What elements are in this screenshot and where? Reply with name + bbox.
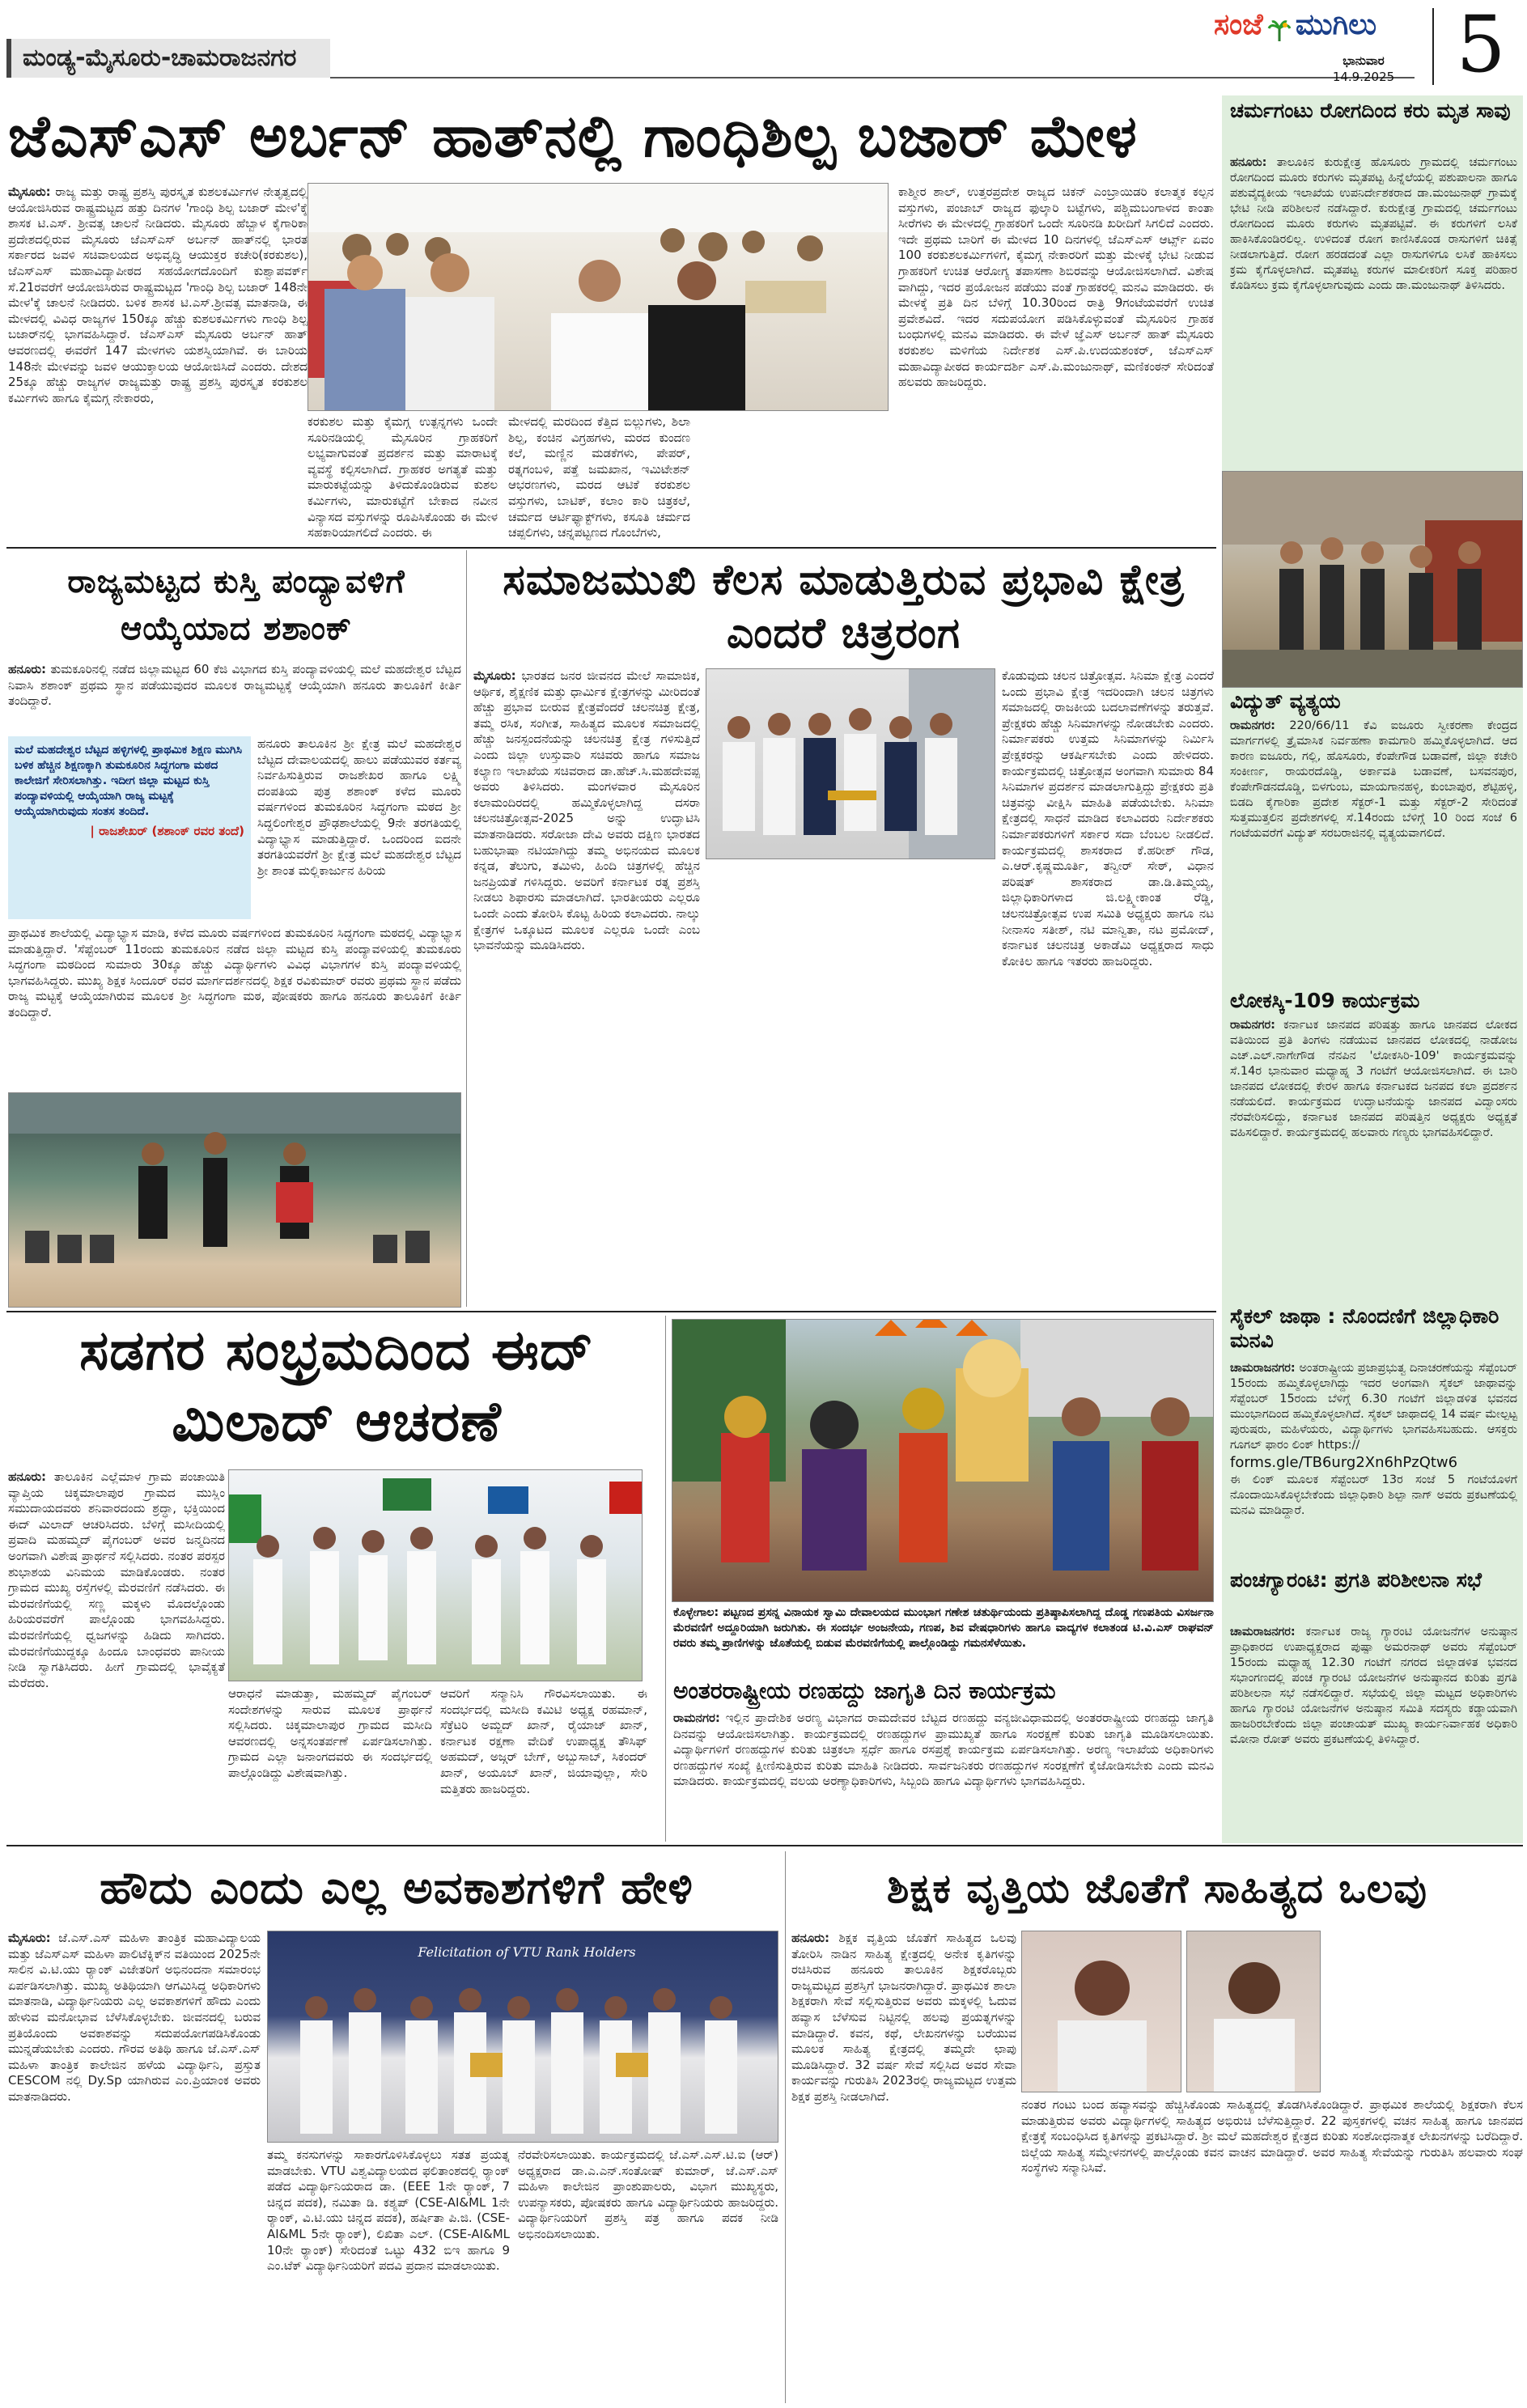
story4-col1: ಹನೂರು: ತಾಲೂಕಿನ ಎಲ್ಲೆಮಾಳ ಗ್ರಾಮ ಪಂಚಾಯಿತಿ ವ್ಯಾಪ್ತಿಯ ಚಿಕ್ಕಮಾಲಾಪುರ ಗ್ರಾಮದ ಮುಸ್ಲಿಂ ಸಮುದಾಯದವರು ಶನಿವಾರದಂದು ಶ್ರದ್ಧಾ, ಭಕ್ತಿಯಿಂದ ಈದ್ ಮಿಲಾದ್ ಆಚರಿಸಿದರು. ಬೆಳಿಗ್ಗೆ ಮಸೀದಿಯಲ್ಲಿ ಪ್ರವಾದಿ ಮಹಮ್ಮದ್ ಪೈಗಂಬರ್ ಅವರ ಜನ್ಮದಿನದ ಅಂಗವಾಗಿ ವಿಶೇಷ ಪ್ರಾರ್ಥನೆ ಸಲ್ಲಿಸಿದರು. ನಂತರ ಪರಸ್ಪರ ಶುಭಾಶಯ ವಿನಿಮಯ ಮಾಡಿಕೊಂಡರು. ನಂತರ ಗ್ರಾಮದ ಮುಖ್ಯ ರಸ್ತೆಗಳಲ್ಲಿ ಮೆರವಣಿಗೆ ನಡೆಸಿದರು. ಈ ಮೆರವಣಿಗೆಯಲ್ಲಿ ಸಣ್ಣ ಮಕ್ಕಳು ಮೊದಲ್ಗೊಂಡು ಹಿರಿಯರವರೆಗೆ ಪಾಲ್ಗೊಂಡು ಭಾಗವಹಿಸಿದ್ದರು. ಮೆರವಣಿಗೆಯಲ್ಲಿ ಧ್ವಜಗಳನ್ನು ಹಿಡಿದು ಸಾಗಿದರು. ಮೆರವಣಿಗೆಯುದ್ದಕ್ಕೂ ಹಿಂದೂ ಬಾಂಧವರು ಪಾನೀಯ ನೀಡಿ ಸ್ವಾಗತಿಸಿದರು. ಹೀಗೆ ಗ್ರಾಮದಲ್ಲಿ ಭಾವೈಕ್ಯತೆ ಮೆರೆದರು. — [8, 1469, 225, 1690]
story2-intro: ಹನೂರು: ತುಮಕೂರಿನಲ್ಲಿ ನಡೆದ ಜಿಲ್ಲಾಮಟ್ಟದ 60 ಕೆಜಿ ವಿಭಾಗದ ಕುಸ್ತಿ ಪಂದ್ಯಾವಳಿಯಲ್ಲಿ ಮಲೆ ಮಹದೇಶ್ವರ ಬೆಟ್ಟದ ನಿವಾಸಿ ಶಶಾಂಕ್ ಪ್ರಥಮ ಸ್ಥಾನ ಪಡೆಯುವುದರ ಮೂಲಕ ರಾಜ್ಯಮಟ್ಟಕ್ಕೆ ಆಯ್ಕೆಯಾಗಿ ಹನೂರು ತಾಲೂಕಿಗೆ ಕೀರ್ತಿ ತಂದಿದ್ದಾರೆ. — [8, 662, 461, 709]
story2-headline: ರಾಜ್ಯಮಟ್ಟದ ಕುಸ್ತಿ ಪಂದ್ಯಾವಳಿಗೆ ಆಯ್ಕೆಯಾದ ಶಶಾಂಕ್ — [67, 563, 405, 647]
story4-col2: ಆರಾಧನೆ ಮಾಡುತ್ತಾ, ಮಹಮ್ಮದ್ ಪೈಗಂಬರ್ ಸಂದೇಶಗಳನ್ನು ಸಾರುವ ಮೂಲಕ ಪ್ರಾರ್ಥನೆ ಸಲ್ಲಿಸಿದರು. ಚಿಕ್ಕಮಾಲಾಪುರ ಗ್ರಾಮದ ಮಸೀದಿ ಆವರಣದಲ್ಲಿ ಅನ್ನಸಂತರ್ಪಣೆ ಏರ್ಪಡಿಸಲಾಗಿತ್ತು. ಗ್ರಾಮದ ಎಲ್ಲಾ ಜನಾಂಗದವರು ಈ ಸಂದರ್ಭದಲ್ಲಿ ಪಾಲ್ಗೊಂಡಿದ್ದು ವಿಶೇಷವಾಗಿತ್ತು. — [228, 1686, 432, 1780]
page-number: 5 — [1456, 0, 1506, 89]
story6-text: ರಾಮನಗರ: ಇಲ್ಲಿನ ಪ್ರಾದೇಶಿಕ ಅರಣ್ಯ ವಿಭಾಗದ ರಾಮದೇವರ ಬೆಟ್ಟದ ರಣಹದ್ದು ವನ್ಯಜೀವಿಧಾಮದಲ್ಲಿ ಅಂತರರಾಷ್ಟ್ರೀಯ ರಣಹದ್ದು ಜಾಗೃತಿ ದಿನವನ್ನು ಆಯೋಜಿಸಲಾಗಿತ್ತು. ಕಾರ್ಯಕ್ರಮದಲ್ಲಿ ರಣಹದ್ದುಗಳ ಪ್ರಾಮುಖ್ಯತೆ ಹಾಗೂ ಸಂರಕ್ಷಣೆ ಕುರಿತು ಜಾಗೃತಿ ಮೂಡಿಸಲಾಯಿತು. ವಿದ್ಯಾರ್ಥಿಗಳಿಗೆ ರಣಹದ್ದುಗಳ ಕುರಿತು ಚಿತ್ರಕಲಾ ಸ್ಪರ್ಧೆ ಹಾಗೂ ರಸಪ್ರಶ್ನೆ ಕಾರ್ಯಕ್ರಮ ಏರ್ಪಡಿಸಲಾಗಿತ್ತು. ಅರಣ್ಯ ಇಲಾಖೆಯ ಅಧಿಕಾರಿಗಳು ರಣಹದ್ದುಗಳ ಸಂಖ್ಯೆ ಕ್ಷೀಣಿಸುತ್ತಿರುವ ಕುರಿತು ಮಾಹಿತಿ ನೀಡಿದರು. ಸಾರ್ವಜನಿಕರು ರಣಹದ್ದುಗಳ ಸಂರಕ್ಷಣೆಗೆ ಕೈಜೋಡಿಸಬೇಕು ಎಂದು ಮನವಿ ಮಾಡಿದರು. ಕಾರ್ಯಕ್ರಮದಲ್ಲಿ ವಲಯ ಅರಣ್ಯಾಧಿಕಾರಿಗಳು, ಸಿಬ್ಬಂದಿ ಹಾಗೂ ವಿದ್ಯಾರ್ಥಿಗಳು ಭಾಗವಹಿಸಿದ್ದರು. — [673, 1711, 1214, 1789]
story8-photo-right — [1186, 1931, 1321, 2092]
masthead-logo — [1214, 8, 1457, 57]
story2-photo — [8, 1092, 461, 1308]
story4-photo — [228, 1469, 643, 1681]
region-banner — [6, 39, 330, 78]
story3-col2: ಕೊಡುವುದು ಚಲನ ಚಿತ್ರೋತ್ಸವ. ಸಿನಿಮಾ ಕ್ಷೇತ್ರ ಎಂದರೆ ಒಂದು ಪ್ರಭಾವಿ ಕ್ಷೇತ್ರ ಇದರಿಂದಾಗಿ ಚಲನ ಚಿತ್ರಗಳು ಸಮಾಜದಲ್ಲಿ ರಾಜಕೀಯ ಬದಲಾವಣೆಗಳನ್ನು ತರುತ್ತವೆ. ಪ್ರೇಕ್ಷಕರು ಹೆಚ್ಚು ಸಿನಿಮಾಗಳನ್ನು ನೋಡಬೇಕು ಎಂದರು. ನಿರ್ಮಾಪಕರು ಉತ್ತಮ ಸಿನಿಮಾಗಳನ್ನು ನಿರ್ಮಿಸಿ ಪ್ರೇಕ್ಷಕರನ್ನು ಆಕರ್ಷಿಸಬೇಕು ಎಂದು ಹೇಳಿದರು. ಕಾರ್ಯಕ್ರಮದಲ್ಲಿ ಚಿತ್ರೋತ್ಸವ ಅಂಗವಾಗಿ ಸುಮಾರು 84 ಸಿನಿಮಾಗಳ ಪ್ರದರ್ಶನ ಮಾಡಲಾಗುತ್ತಿದ್ದು ಪ್ರೇಕ್ಷಕರು ಪ್ರತಿ ಚಿತ್ರವನ್ನು ವೀಕ್ಷಿಸಿ ಮಾಹಿತಿ ಪಡೆಯಬೇಕು. ಸಿನಿಮಾ ಕ್ಷೇತ್ರದಲ್ಲಿ ಸಾಧನೆ ಮಾಡಿದ ಕಲಾವಿದರು ನಿರ್ದೇಶಕರು ನಿರ್ಮಾಪಕರುಗಳಿಗೆ ಸರ್ಕಾರ ಸದಾ ಬೆಂಬಲ ನೀಡಲಿದೆ. ಕಾರ್ಯಕ್ರಮದಲ್ಲಿ ಶಾಸಕರಾದ ಕೆ.ಹರೀಶ್ ಗೌಡ, ಎ.ಆರ್.ಕೃಷ್ಣಮೂರ್ತಿ, ತನ್ವೀರ್ ಸೇಠ್, ವಿಧಾನ ಪರಿಷತ್ ಶಾಸಕರಾದ ಡಾ.ಡಿ.ತಿಮ್ಮಯ್ಯ, ಜಿಲ್ಲಾಧಿಕಾರಿಗಳಾದ ಜಿ.ಲಕ್ಷ್ಮೀಕಾಂತ ರೆಡ್ಡಿ, ಚಲನಚಿತ್ರೋತ್ಸವ ಉಪ ಸಮಿತಿ ಅಧ್ಯಕ್ಷರು ಹಾಗೂ ನಟ ನೀನಾಸಂ ಸತೀಶ್, ನಟಿ ಮಾನ್ವಿತಾ, ನಟ ಪ್ರಮೋದ್, ಕರ್ನಾಟಕ ಚಲನಚಿತ್ರ ಅಕಾಡೆಮಿ ಅಧ್ಯಕ್ಷರಾದ ಸಾಧು ಕೋಕಿಲ ಹಾಗೂ ಇತರರು ಹಾಜರಿದ್ದರು. — [1002, 668, 1214, 969]
story7-col1: ಮೈಸೂರು: ಜೆ.ಎಸ್.ಎಸ್ ಮಹಿಳಾ ತಾಂತ್ರಿಕ ಮಹಾವಿದ್ಯಾಲಯ ಮತ್ತು ಜೆಎಸ್‌ಎಸ್ ಮಹಿಳಾ ಪಾಲಿಟೆಕ್ನಿಕ್‌ನ ವತಿಯಿಂದ 2025ನೇ ಸಾಲಿನ ವಿ.ಟಿ.ಯು ರ್‍ಯಾಂಕ್ ವಿಜೇತರಿಗೆ ಅಭಿನಂದನಾ ಸಮಾರಂಭ ಏರ್ಪಡಿಸಲಾಗಿತ್ತು. ಮುಖ್ಯ ಅತಿಥಿಯಾಗಿ ಆಗಮಿಸಿದ್ದ ಅಧಿಕಾರಿಗಳು ಮಾತನಾಡಿ, ವಿದ್ಯಾರ್ಥಿನಿಯರು ಎಲ್ಲ ಅವಕಾಶಗಳಿಗೆ ಹೌದು ಎಂದು ಹೇಳುವ ಮನೋಭಾವ ಬೆಳೆಸಿಕೊಳ್ಳಬೇಕು. ಜೀವನದಲ್ಲಿ ಬರುವ ಪ್ರತಿಯೊಂದು ಅವಕಾಶವನ್ನು ಸದುಪಯೋಗಪಡಿಸಿಕೊಂಡು ಮುನ್ನಡೆಯಬೇಕು ಎಂದರು. ಗೌರವ ಅತಿಥಿ ಹಾಗೂ ಜೆ.ಎಸ್.ಎಸ್ ಮಹಿಳಾ ತಾಂತ್ರಿಕ ಕಾಲೇಜಿನ ಹಳೆಯ ವಿದ್ಯಾರ್ಥಿನಿ, ಪ್ರಸ್ತುತ CESCOM ನಲ್ಲಿ Dy.Sp ಯಾಗಿರುವ ಎಂ.ಪ್ರಿಯಾಂಕ ಅವರು ಮಾತನಾಡಿದರು. — [8, 1931, 261, 2104]
story2-quote: ಮಲೆ ಮಹದೇಶ್ವರ ಬೆಟ್ಟದ ಹಳ್ಳಿಗಳಲ್ಲಿ ಪ್ರಾಥಮಿಕ ಶಿಕ್ಷಣ ಮುಗಿಸಿ ಬಳಿಕ ಹೆಚ್ಚಿನ ಶಿಕ್ಷಣಕ್ಕಾಗಿ ತುಮಕೂರಿನ ಸಿದ್ಧಗಂಗಾ ಮಠದ ಕಾಲೇಜಿಗೆ ಸೇರಿಸಲಾಗಿತ್ತು. ಇದೀಗ ಜಿಲ್ಲಾ ಮಟ್ಟದ ಕುಸ್ತಿ ಪಂದ್ಯಾವಳಿಯಲ್ಲಿ ಆಯ್ಕೆಯಾಗಿ ರಾಜ್ಯ ಮಟ್ಟಕ್ಕೆ ಆಯ್ಕೆಯಾಗಿರುವುದು ಸಂತಸ ತಂದಿದೆ. — [15, 744, 243, 818]
sidebar4-headline: ಸೈಕಲ್ ಜಾಥಾ : ನೊಂದಣಿಗೆ ಜಿಲ್ಲಾಧಿಕಾರಿ ಮನವಿ — [1230, 1304, 1499, 1352]
sidebar5-text: ಚಾಮರಾಜನಗರ: ಕರ್ನಾಟಕ ರಾಜ್ಯ ಗ್ಯಾರಂಟಿ ಯೋಜನೆಗಳ ಅನುಷ್ಠಾನ ಪ್ರಾಧಿಕಾರದ ಉಪಾಧ್ಯಕ್ಷರಾದ ಪುಷ್ಪಾ ಅಮರನಾಥ್ ಅವರು ಸೆಪ್ಟೆಂಬರ್ 15ರಂದು ಮಧ್ಯಾಹ್ನ 12.30 ಗಂಟೆಗೆ ನಗರದ ಜಿಲ್ಲಾಡಳಿತ ಭವನದ ಸಭಾಂಗಣದಲ್ಲಿ ಪಂಚ ಗ್ಯಾರಂಟಿ ಯೋಜನೆಗಳ ಅನುಷ್ಠಾನದ ಕುರಿತು ಪ್ರಗತಿ ಪರಿಶೀಲನಾ ಸಭೆ ನಡೆಸಲಿದ್ದಾರೆ. ಸಭೆಯಲ್ಲಿ ಜಿಲ್ಲಾ ಮಟ್ಟದ ಅಧಿಕಾರಿಗಳು ಹಾಗೂ ಗ್ಯಾರಂಟಿ ಯೋಜನೆಗಳ ಅನುಷ್ಠಾನ ಸಮಿತಿ ಸದಸ್ಯರು ಕಡ್ಡಾಯವಾಗಿ ಹಾಜರಿರಬೇಕೆಂದು ಜಿಲ್ಲಾ ಪಂಚಾಯತ್ ಮುಖ್ಯ ಕಾರ್ಯನಿರ್ವಾಹಕ ಅಧಿಕಾರಿ ಮೋನಾ ರೋತ್ ಅವರು ಪ್ರಕಟಣೆಯಲ್ಲಿ ತಿಳಿಸಿದ್ದಾರೆ. — [1230, 1626, 1517, 1746]
story8-headline: ಶಿಕ್ಷಕ ವೃತ್ತಿಯ ಜೊತೆಗೆ ಸಾಹಿತ್ಯದ ಒಲವು — [886, 1865, 1428, 1912]
sidebar1-photo — [1222, 471, 1523, 688]
registration-link[interactable]: forms.gle/TB6urg2Xn6hPzQtw6 — [1230, 1454, 1458, 1471]
logo-mugilu: ಮುಗಿಲು — [1295, 8, 1377, 41]
story7-headline: ಹೌದು ಎಂದು ಎಲ್ಲ ಅವಕಾಶಗಳಿಗೆ ಹೇಳಿ — [100, 1862, 694, 1914]
story2-text-bottom: ಪ್ರಾಥಮಿಕ ಶಾಲೆಯಲ್ಲಿ ವಿದ್ಯಾಭ್ಯಾಸ ಮಾಡಿ, ಕಳೆದ ಮೂರು ವರ್ಷಗಳಿಂದ ತುಮಕೂರಿನ ಸಿದ್ಧಗಂಗಾ ಮಠದಲ್ಲಿ ವಿದ್ಯಾಭ್ಯಾಸ ಮಾಡುತ್ತಿದ್ದಾರೆ. 'ಸೆಪ್ಟೆಂಬರ್ 11ರಂದು ತುಮಕೂರಿನ ನಡೆದ ಜಿಲ್ಲಾ ಮಟ್ಟದ ಕುಸ್ತಿ ಪಂದ್ಯಾವಳಿಯಲ್ಲಿ ತುಮಕೂರು ಸಿದ್ಧಗಂಗಾ ಮಠದಿಂದ ಸುಮಾರು 30ಕ್ಕೂ ಹೆಚ್ಚು ವಿದ್ಯಾರ್ಥಿಗಳು ವಿವಿಧ ವಿಭಾಗಗಳ ಕುಸ್ತಿ ಪಂದ್ಯಾವಳಿಯಲ್ಲಿ ಭಾಗವಹಿಸಿದ್ದರು. ಮುಖ್ಯ ಶಿಕ್ಷಕ ಸಿಂದೂರ್ ರವರ ಮಾರ್ಗದರ್ಶನದಲ್ಲಿ ಶಿಕ್ಷಕ ರವಿಕುಮಾರ್ ರವರು ಪ್ರಥಮ ಸ್ಥಾನ ಪಡೆದು ರಾಜ್ಯ ಮಟ್ಟಕ್ಕೆ ಆಯ್ಕೆಯಾಗಿರುವ ಮೂಲಕ ಶ್ರೀ ಸಿದ್ಧಗಂಗಾ ಮಠ, ಪೋಷಕರು ಹಾಗೂ ಹನೂರು ತಾಲೂಕಿಗೆ ಕೀರ್ತಿ ತಂದಿದ್ದಾರೆ. — [8, 926, 461, 1020]
story1-photo — [308, 183, 889, 411]
logo-sanje: ಸಂಜೆ — [1214, 8, 1263, 41]
region-label: ಮಂಡ್ಯ-ಮೈಸೂರು-ಚಾಮರಾಜನಗರ — [23, 44, 297, 72]
sidebar2-headline: ವಿದ್ಯುತ್ ವ್ಯತ್ಯಯ — [1230, 689, 1341, 713]
story4-headline: ಸಡಗರ ಸಂಭ್ರಮದಿಂದ ಈದ್ ಮಿಲಾದ್ ಆಚರಣೆ — [79, 1319, 594, 1454]
story7-col2: ತಮ್ಮ ಕನಸುಗಳನ್ನು ಸಾಕಾರಗೊಳಿಸಿಕೊಳ್ಳಲು ಸತತ ಪ್ರಯತ್ನ ಮಾಡಬೇಕು. VTU ವಿಶ್ವವಿದ್ಯಾಲಯದ ಫಲಿತಾಂಶದಲ್ಲಿ ರ್‍ಯಾಂಕ್ ಪಡೆದ ವಿದ್ಯಾರ್ಥಿನಿಯರಾದ ಡಾ. (EEE 1ನೇ ರ್‍ಯಾಂಕ್, 7 ಚಿನ್ನದ ಪದಕ), ನಮಿತಾ ಡಿ. ಕಶ್ಯಪ್ (CSE-AI&ML 1ನೇ ರ್‍ಯಾಂಕ್, ವಿ.ಟಿ.ಯು ಚಿನ್ನದ ಪದಕ), ಹರ್ಷಿತಾ ಪಿ.ಜಿ. (CSE-AI&ML 5ನೇ ರ್‍ಯಾಂಕ್), ಲಿಖಿತಾ ಎಲ್. (CSE-AI&ML 10ನೇ ರ್‍ಯಾಂಕ್) ಸೇರಿದಂತೆ ಒಟ್ಟು 432 ಬಿಇ ಹಾಗೂ 9 ಎಂ.ಟೆಕ್ ವಿದ್ಯಾರ್ಥಿನಿಯರಿಗೆ ಪದವಿ ಪ್ರದಾನ ಮಾಡಲಾಯಿತು. — [267, 2147, 510, 2274]
sidebar1-headline: ಚರ್ಮಗಂಟು ರೋಗದಿಂದ ಕರು ಮೃತ ಸಾವು — [1230, 99, 1511, 122]
story7-col3: ನೆರವೇರಿಸಲಾಯಿತು. ಕಾರ್ಯಕ್ರಮದಲ್ಲಿ ಜೆ.ಎಸ್.ಎಸ್.ಟಿ.ಐ (ಆರ್) ಅಧ್ಯಕ್ಷರಾದ ಡಾ.ಎ.ಎನ್.ಸಂತೋಷ್ ಕುಮಾರ್, ಜೆ.ಎಸ್.ಎಸ್ ಮಹಿಳಾ ಕಾಲೇಜಿನ ಪ್ರಾಂಶುಪಾಲರು, ವಿಭಾಗ ಮುಖ್ಯಸ್ಥರು, ಉಪನ್ಯಾಸಕರು, ಪೋಷಕರು ಹಾಗೂ ವಿದ್ಯಾರ್ಥಿನಿಯರು ಹಾಜರಿದ್ದರು. ವಿದ್ಯಾರ್ಥಿನಿಯರಿಗೆ ಪ್ರಶಸ್ತಿ ಪತ್ರ ಹಾಗೂ ಪದಕ ನೀಡಿ ಅಭಿನಂದಿಸಲಾಯಿತು. — [518, 2147, 778, 2241]
masthead-day: ಭಾನುವಾರ — [1342, 53, 1385, 68]
story3-col1: ಮೈಸೂರು: ಭಾರತದ ಜನರ ಜೀವನದ ಮೇಲೆ ಸಾಮಾಜಿಕ, ಆರ್ಥಿಕ, ಶೈಕ್ಷಣಿಕ ಮತ್ತು ಧಾರ್ಮಿಕ ಕ್ಷೇತ್ರಗಳನ್ನು ಮೀರಿದಂತೆ ಹೆಚ್ಚು ಪ್ರಭಾವ ಬೀರುವ ಕ್ಷೇತ್ರವೆಂದರೆ ಚಲನಚಿತ್ರ ಕ್ಷೇತ್ರ, ತಮ್ಮ ರಸಿಕ, ಸಂಗೀತ, ಸಾಹಿತ್ಯದ ಮೂಲಕ ಸಮಾಜದಲ್ಲಿ ಹೆಚ್ಚು ಜನಸ್ಪಂದನೆಯನ್ನು ಚಲನಚಿತ್ರ ಕ್ಷೇತ್ರ ಗಳಿಸುತ್ತಿದೆ ಎಂದು ಜಿಲ್ಲಾ ಉಸ್ತುವಾರಿ ಸಚಿವರು ಹಾಗೂ ಸಮಾಜ ಕಲ್ಯಾಣ ಇಲಾಖೆಯ ಸಚಿವರಾದ ಡಾ.ಹೆಚ್.ಸಿ.ಮಹದೇವಪ್ಪ ಅವರು ತಿಳಿಸಿದರು. ಮಂಗಳವಾರ ಮೈಸೂರಿನ ಕಲಾಮಂದಿರದಲ್ಲಿ ಹಮ್ಮಿಕೊಳ್ಳಲಾಗಿದ್ದ ದಸರಾ ಚಲನಚಿತ್ರೋತ್ಸವ-2025 ಅನ್ನು ಉದ್ಘಾಟಿಸಿ ಮಾತನಾಡಿದರು. ಸರೋಜಾ ದೇವಿ ಅವರು ದಕ್ಷಿಣ ಭಾರತದ ಬಹುಭಾಷಾ ನಟಿಯಾಗಿದ್ದು ತಮ್ಮ ಅಭಿನಯದ ಮೂಲಕ ಕನ್ನಡ, ತೆಲುಗು, ತಮಿಳು, ಹಿಂದಿ ಚಿತ್ರಗಳಲ್ಲಿ ಹೆಚ್ಚಿನ ಜನಪ್ರಿಯತೆ ಗಳಿಸಿದ್ದರು. ಅವರಿಗೆ ಕರ್ನಾಟಕ ರತ್ನ ಪ್ರಶಸ್ತಿ ನೀಡಲು ಶಿಫಾರಸು ಮಾಡಲಾಗಿದೆ. ಭಾರತೀಯರು ಎಲ್ಲರೂ ಒಂದೇ ಎಂದು ತೋರಿಸಿ ಕೊಟ್ಟ ಹಿರಿಯ ಕಲಾವಿದರು. ನಾಲ್ಕು ಕ್ಷೇತ್ರಗಳ ಒಕ್ಕೂಟದ ಮೂಲಕ ಎಲ್ಲರೂ ಒಂದೇ ಎಂಬ ಭಾವನೆಯನ್ನು ಮೂಡಿಸಿದರು. — [473, 668, 700, 953]
story7-photo — [267, 1931, 778, 2143]
story5-caption: ಕೊಳ್ಳೇಗಾಲ: ಪಟ್ಟಣದ ಪ್ರಸನ್ನ ವಿನಾಯಕ ಸ್ವಾಮಿ ದೇವಾಲಯದ ಮುಂಭಾಗ ಗಣೇಶ ಚತುರ್ಥಿಯಂದು ಪ್ರತಿಷ್ಠಾಪಿಸಲಾಗಿದ್ದ ದೊಡ್ಡ ಗಣಪತಿಯ ವಿಸರ್ಜನಾ ಮೆರವಣಿಗೆ ಅದ್ದೂರಿಯಾಗಿ ಜರುಗಿತು. ಈ ಸಂದರ್ಭ ಅಂಜನೇಯ, ಗಣಪ, ಶಿವ ವೇಷಧಾರಿಗಳು ಹಾಗೂ ವಾದ್ಯಗಳ ಕಲಾತಂಡ ಟಿ.ವಿ.ಎಸ್ ರಾಘವನ್ ರವರು ತಮ್ಮ ಪ್ರಾಣಿಗಳನ್ನು ಜೊತೆಯಲ್ಲಿ ಬಿಡುವ ಮೆರವಣಿಗೆಯಲ್ಲಿ ಪಾಲ್ಗೊಂಡಿದ್ದು ಗಮನಸೆಳೆಯಿತು. — [673, 1606, 1214, 1650]
sidebar3-headline: ಲೋಕಸ್ಕಿ-109 ಕಾರ್ಯಕ್ರಮ — [1230, 989, 1420, 1012]
sidebar2-text: ರಾಮನಗರ: 220/66/11 ಕೆವಿ ಐಜೂರು ಸ್ವೀಕರಣಾ ಕೇಂದ್ರದ ಮಾರ್ಗಗಳಲ್ಲಿ ತ್ರೈಮಾಸಿಕ ನಿರ್ವಹಣಾ ಕಾಮಗಾರಿ ಹಮ್ಮಿಕೊಳ್ಳಲಾಗಿದೆ. ಆದ ಕಾರಣ ಐಜೂರು, ಗಲ್ಲಿ, ಹೊಸೂರು, ಕೆಂಪೇಗೌಡ ಬಡಾವಣೆ, ಜಿಲ್ಲಾ ಕಚೇರಿ ಸಂಕೀರ್ಣ, ರಾಯರದೊಡ್ಡಿ, ಅರ್ಕಾವತಿ ಬಡಾವಣೆ, ಬಸವನಪುರ, ಕೆಂಪೇಗೌಡನದೊಡ್ಡಿ, ಬಿಳಗುಂಬ, ಮಾಯಗಾನಹಳ್ಳಿ, ಕುಂಬಾಪುರ, ಶೆಟ್ಟಿಹಳ್ಳಿ, ಬಿಡದಿ ಕೈಗಾರಿಕಾ ಪ್ರದೇಶ ಸೆಕ್ಟರ್-1 ಮತ್ತು ಸೆಕ್ಟರ್-2 ಸೇರಿದಂತೆ ಸುತ್ತಮುತ್ತಲಿನ ಪ್ರದೇಶಗಳಲ್ಲಿ ಸೆ.14ರಂದು ಬೆಳಿಗ್ಗೆ 10 ರಿಂದ ಸಂಜೆ 6 ಗಂಟೆಯವರೆಗೆ ವಿದ್ಯುತ್ ಸರಬರಾಜಿನಲ್ಲಿ ವ್ಯತ್ಯಯವಾಗಲಿದೆ. — [1230, 719, 1517, 840]
story1-col2: ಕರಕುಶಲ ಮತ್ತು ಕೈಮಗ್ಗ ಉತ್ಪನ್ನಗಳು ಒಂದೇ ಸೂರಿನಡಿಯಲ್ಲಿ ಮೈಸೂರಿನ ಗ್ರಾಹಕರಿಗೆ ಲಭ್ಯವಾಗುವಂತೆ ಪ್ರದರ್ಶನ ಮತ್ತು ಮಾರಾಟಕ್ಕೆ ವ್ಯವಸ್ಥೆ ಕಲ್ಪಿಸಲಾಗಿದೆ. ಗ್ರಾಹಕರ ಅಗತ್ಯತೆ ಮತ್ತು ಮಾರುಕಟ್ಟೆಯನ್ನು ತಿಳಿದುಕೊಂಡಿರುವ ಕುಶಲ ಕರ್ಮಿಗಳು, ಮಾರುಕಟ್ಟೆಗೆ ಬೇಕಾದ ನವೀನ ವಿನ್ಯಾಸದ ವಸ್ತುಗಳನ್ನು ರೂಪಿಸಿಕೊಂಡು ಈ ಮೇಳ ಸಹಕಾರಿಯಾಗಲಿದೆ ಎಂದರು. ಈ — [308, 414, 498, 541]
sidebar1-text: ಹನೂರು: ತಾಲೂಕಿನ ಕುರುಕ್ಷೇತ್ರ ಹೊಸೂರು ಗ್ರಾಮದಲ್ಲಿ ಚರ್ಮಗಂಟು ರೋಗದಿಂದ ಮೂರು ಕರುಗಳು ಮೃತಪಟ್ಟ ಹಿನ್ನೆಲೆಯಲ್ಲಿ ಪಶುಪಾಲನಾ ಹಾಗೂ ಪಶುವೈದ್ಯಕೀಯ ಇಲಾಖೆಯ ಉಪನಿರ್ದೇಶಕರಾದ ಡಾ.ಮಂಜುನಾಥ್ ಗ್ರಾಮಕ್ಕೆ ಭೇಟಿ ನೀಡಿ ಪರಿಶೀಲನೆ ನಡೆಸಿದ್ದಾರೆ. ಕುರುಕ್ಷೇತ್ರ ಗ್ರಾಮದಲ್ಲಿ ಚರ್ಮಗಂಟು ರೋಗದಿಂದ ಮೂರು ಕರುಗಳು ಮೃತಪಟ್ಟಿವೆ. ಈ ಕರುಗಳಿಗೆ ಲಸಿಕೆ ಹಾಕಿಸಿಕೊಂಡಿರಲಿಲ್ಲ. ಉಳಿದಂತೆ ರೋಗ ಕಾಣಿಸಿಕೊಂಡ ರಾಸುಗಳಿಗೆ ಚಿಕಿತ್ಸೆ ನೀಡಲಾಗುತ್ತಿದೆ. ರೋಗ ಹರಡದಂತೆ ಎಲ್ಲಾ ರಾಸುಗಳಿಗೂ ಲಸಿಕೆ ಹಾಕಿಸಲು ಕ್ರಮ ಕೈಗೊಳ್ಳಲಾಗಿದೆ. ಮೃತಪಟ್ಟ ಕರುಗಳ ಮಾಲೀಕರಿಗೆ ಸೂಕ್ತ ಪರಿಹಾರ ಕೊಡಿಸಲು ಕ್ರಮ ಕೈಗೊಳ್ಳಲಾಗುವುದು ಎಂದು ಡಾ.ಮಂಜುನಾಥ್ ತಿಳಿಸಿದರು. — [1230, 156, 1517, 292]
palm-icon — [1267, 19, 1292, 43]
story1-col4: ಕಾಶ್ಮೀರ ಶಾಲ್, ಉತ್ತರಪ್ರದೇಶ ರಾಜ್ಯದ ಚಿಕನ್ ಎಂಬ್ರಾಯಿಡರಿ ಕಲಾತ್ಮಕ ಕಲ್ಪನ ವಸ್ತುಗಳು, ಪಂಜಾಬ್ ರಾಜ್ಯದ ಫುಲ್ಕಾರಿ ಬಟ್ಟೆಗಳು, ಪಶ್ಚಿಮಬಂಗಾಳದ ಕಾಂತಾ ಸೀರೆಗಳು ಈ ಮೇಳದಲ್ಲಿ ಗ್ರಾಹಕರಿಗೆ ಒಂದೇ ಸೂರಿನಡಿ ಖರೀದಿಗೆ ಸಿಗಲಿದೆ ಎಂದರು. ಇದೇ ಪ್ರಥಮ ಬಾರಿಗೆ ಈ ಮೇಳದ 10 ದಿನಗಳಲ್ಲಿ ಜೆಎಸ್‌ಎಸ್ ಆರ್ಟ್ಸ್ ಏವಂ 100 ಕರಕುಶಲಕರ್ಮಿಗಳಿಗೆ, ಕೈಮಗ್ಗ ನೇಕಾರರಿಗೆ ಮತ್ತು ಮೇಳಕ್ಕೆ ಭೇಟಿ ನೀಡುವ ಗ್ರಾಹಕರಿಗೆ ಉಚಿತ ಆರೋಗ್ಯ ತಪಾಸಣಾ ಶಿಬಿರವನ್ನು ಆಯೋಜಿಸಲಾಗಿದೆ. ವಿಶೇಷ ವಾಗಿದ್ದು, ಇದರ ಪ್ರಯೋಜನ ಪಡೆಯು ವಂತೆ ಗ್ರಾಹಕರಲ್ಲಿ ಮನವಿ ಮಾಡಿದರು. ಈ ಮೇಳಕ್ಕೆ ಪ್ರತಿ ದಿನ ಬೆಳಿಗ್ಗೆ 10.30ರಿಂದ ರಾತ್ರಿ 9ಗಂಟೆಯವರೆಗೆ ಉಚಿತ ಪ್ರವೇಶವಿದೆ. ಇದರ ಸದುಪಯೋಗ ಪಡಿಸಿಕೊಳ್ಳುವಂತೆ ಮೈಸೂರಿನ ಗ್ರಾಹಕ ಬಂಧುಗಳಲ್ಲಿ ಮನವಿ ಮಾಡಿದರು. ಈ ವೇಳೆ ಜ್ಞೆಎಸ್ ಅರ್ಬನ್ ಹಾತ್ ಮೈಸೂರು ಕರಕುಶಲ ಮಳಿಗೆಯ ನಿರ್ದೇಶಕ ಎಸ್.ಪಿ.ಉದಯಶಂಕರ್, ಜೆಎಸ್‌ಎಸ್ ಮಹಾವಿದ್ಯಾಪೀಠದ ಕಾರ್ಯದರ್ಶಿ ಎಸ್.ಪಿ.ಮಂಜುನಾಥ್, ಮಣಿಕಂಠನ್ ಸೇರಿದಂತೆ ಹಲವರು ಹಾಜರಿದ್ದರು. — [898, 184, 1214, 390]
story8-col1: ಹನೂರು: ಶಿಕ್ಷಕ ವೃತ್ತಿಯ ಜೊತೆಗೆ ಸಾಹಿತ್ಯದ ಒಲವು ತೋರಿಸಿ ನಾಡಿನ ಸಾಹಿತ್ಯ ಕ್ಷೇತ್ರದಲ್ಲಿ ಅನೇಕ ಕೃತಿಗಳನ್ನು ರಚಿಸಿರುವ ಹನೂರು ತಾಲೂಕಿನ ಶಿಕ್ಷಕರೊಬ್ಬರು ರಾಜ್ಯಮಟ್ಟದ ಪ್ರಶಸ್ತಿಗೆ ಭಾಜನರಾಗಿದ್ದಾರೆ. ಪ್ರಾಥಮಿಕ ಶಾಲಾ ಶಿಕ್ಷಕರಾಗಿ ಸೇವೆ ಸಲ್ಲಿಸುತ್ತಿರುವ ಅವರು ಮಕ್ಕಳಲ್ಲಿ ಓದುವ ಹವ್ಯಾಸ ಬೆಳೆಸುವ ನಿಟ್ಟಿನಲ್ಲಿ ಹಲವು ಪ್ರಯತ್ನಗಳನ್ನು ಮಾಡಿದ್ದಾರೆ. ಕವನ, ಕಥೆ, ಲೇಖನಗಳನ್ನು ಬರೆಯುವ ಮೂಲಕ ಸಾಹಿತ್ಯ ಕ್ಷೇತ್ರದಲ್ಲಿ ತಮ್ಮದೇ ಛಾಪು ಮೂಡಿಸಿದ್ದಾರೆ. 32 ವರ್ಷ ಸೇವೆ ಸಲ್ಲಿಸಿದ ಅವರ ಸೇವಾ ಕಾರ್ಯವನ್ನು ಗುರುತಿಸಿ 2023ರಲ್ಲಿ ರಾಜ್ಯಮಟ್ಟದ ಉತ್ತಮ ಶಿಕ್ಷಕ ಪ್ರಶಸ್ತಿ ನೀಡಲಾಗಿದೆ. — [791, 1931, 1016, 2104]
story2-quote-box — [8, 736, 251, 919]
story4-col3: ಆವರಿಗೆ ಸನ್ಮಾನಿಸಿ ಗೌರವಿಸಲಾಯಿತು. ಈ ಸಂದರ್ಭದಲ್ಲಿ ಮಸೀದಿ ಕಮಿಟಿ ಅಧ್ಯಕ್ಷ ರಹಮಾನ್, ಸೆಕ್ರೆಟರಿ ಅಮ್ಜದ್ ಖಾನ್, ರೈಯಾಜ್ ಖಾನ್, ಕರ್ನಾಟಕ ರಕ್ಷಣಾ ವೇದಿಕೆ ಉಪಾಧ್ಯಕ್ಷ ತೌಸಿಫ್ ಅಹಮದ್, ಅಜ್ಗರ್ ಬೇಗ್, ಅಬ್ಬುಸಾಬ್, ಸಿಕಂದರ್ ಖಾನ್, ಅಯೂಬ್ ಖಾನ್, ಜಿಯಾವುಲ್ಲಾ, ಸೇರಿ ಮತ್ತಿತರು ಹಾಜರಿದ್ದರು. — [440, 1686, 647, 1796]
sidebar5-headline: ಪಂಚಗ್ಯಾರಂಟಿ: ಪ್ರಗತಿ ಪರಿಶೀಲನಾ ಸಭೆ — [1230, 1568, 1482, 1592]
story6-headline: ಅಂತರರಾಷ್ಟ್ರೀಯ ರಣಹದ್ದು ಜಾಗೃತಿ ದಿನ ಕಾರ್ಯಕ್ರಮ — [673, 1677, 1056, 1704]
story1-headline: ಜೆಎಸ್‌ಎಸ್ ಅರ್ಬನ್ ಹಾತ್‌ನಲ್ಲಿ ಗಾಂಧಿಶಿಲ್ಪ ಬಜಾರ್ ಮೇಳ — [8, 102, 1138, 170]
story3-photo — [706, 668, 995, 859]
story1-col3: ಮೇಳದಲ್ಲಿ ಮರದಿಂದ ಕೆತ್ತಿದ ಬಿಲ್ಲುಗಳು, ಶಿಲಾ ಶಿಲ್ಪ, ಕಂಚಿನ ವಿಗ್ರಹಗಳು, ಮರದ ಕುಂದಣ ಕಲೆ, ಮಣ್ಣಿನ ಮಡಕೆಗಳು, ಪೇಪರ್, ರತ್ನಗಂಬಳಿ, ಪತ್ತೆ ಜಮಖಾನ, ಇಮಿಟೇಶನ್ ಆಭರಣಗಳು, ಮರದ ಆಟಿಕೆ ಕರಕುಶಲ ವಸ್ತುಗಳು, ಬಾಟಿಕ್, ಕಲಾಂ ಕಾರಿ ಚಿತ್ರಕಲೆ, ಚರ್ಮದ ಆರ್ಟಿಫ್ಯಾಕ್ಟ್‌ಗಳು, ಕಸೂತಿ ಚರ್ಮದ ಚಪ್ಪಲಿಗಳು, ಚನ್ನಪಟ್ಟಣದ ಗೊಂಬೆಗಳು, — [508, 414, 690, 541]
story2-text-right: ಹನೂರು ತಾಲೂಕಿನ ಶ್ರೀ ಕ್ಷೇತ್ರ ಮಲೆ ಮಹದೇಶ್ವರ ಬೆಟ್ಟದ ದೇವಾಲಯದಲ್ಲಿ ಹಾಲು ಪಡೆಯುವರ ಕರ್ತವ್ಯ ನಿರ್ವಹಿಸುತ್ತಿರುವ ರಾಜಶೇಖರ ಹಾಗೂ ಲಕ್ಷ್ಮಿ ದಂಪತಿಯ ಪುತ್ರ ಶಶಾಂಕ್ ಕಳೆದ ಮೂರು ವರ್ಷಗಳಿಂದ ತುಮಕೂರಿನ ಸಿದ್ಧಗಂಗಾ ಮಠದ ಶ್ರೀ ಸಿದ್ಧಲಿಂಗೇಶ್ವರ ಪ್ರೌಢಶಾಲೆಯಲ್ಲಿ 9ನೇ ತರಗತಿಯಲ್ಲಿ ವಿದ್ಯಾಭ್ಯಾಸ ಮಾಡುತ್ತಿದ್ದಾರೆ. ಒಂದರಿಂದ ಐದನೇ ತರಗತಿಯವರೆಗೆ ಶ್ರೀ ಕ್ಷೇತ್ರ ಮಲೆ ಮಹದೇಶ್ವರ ಬೆಟ್ಟದ ಶ್ರೀ ಶಾಂತ ಮಲ್ಲಿಕಾರ್ಜುನ ಹಿರಿಯ — [257, 736, 461, 878]
story8-col2: ನಂತರ ಗಂಟು ಬಂದ ಹವ್ಯಾಸವನ್ನು ಹೆಚ್ಚಿಸಿಕೊಂಡು ಸಾಹಿತ್ಯದಲ್ಲಿ ತೊಡಗಿಸಿಕೊಂಡಿದ್ದಾರೆ. ಪ್ರಾಥಮಿಕ ಶಾಲೆಯಲ್ಲಿ ಶಿಕ್ಷಕರಾಗಿ ಕೆಲಸ ಮಾಡುತ್ತಿರುವ ಅವರು ವಿದ್ಯಾರ್ಥಿಗಳಲ್ಲಿ ಸಾಹಿತ್ಯದ ಅಭಿರುಚಿ ಬೆಳೆಸುತ್ತಿದ್ದಾರೆ. 22 ಪುಸ್ತಕಗಳಲ್ಲಿ ವಚನ ಸಾಹಿತ್ಯ ಹಾಗೂ ಜಾನಪದ ಕ್ಷೇತ್ರಕ್ಕೆ ಸಂಬಂಧಿಸಿದ ಕೃತಿಗಳನ್ನು ಪ್ರಕಟಿಸಿದ್ದಾರೆ. ಶ್ರೀ ಮಲೆ ಮಹದೇಶ್ವರ ಕ್ಷೇತ್ರದ ಕುರಿತು ಸಂಶೋಧನಾತ್ಮಕ ಲೇಖನಗಳನ್ನು ಬರೆದಿದ್ದಾರೆ. ಜಿಲ್ಲೆಯ ಸಾಹಿತ್ಯ ಸಮ್ಮೇಳನಗಳಲ್ಲಿ ಪಾಲ್ಗೊಂಡು ಕವನ ವಾಚನ ಮಾಡಿದ್ದಾರೆ. ಅವರ ಸಾಹಿತ್ಯ ಸೇವೆಯನ್ನು ಗುರುತಿಸಿ ಹಲವಾರು ಸಂಘ ಸಂಸ್ಥೆಗಳು ಸನ್ಮಾನಿಸಿವೆ. — [1021, 2097, 1523, 2176]
story7-photo-banner: Felicitation of VTU Rank Holders — [418, 1944, 636, 1960]
story1-col1: ಮೈಸೂರು: ರಾಜ್ಯ ಮತ್ತು ರಾಷ್ಟ್ರ ಪ್ರಶಸ್ತಿ ಪುರಸ್ಕೃತ ಕುಶಲಕರ್ಮಿಗಳ ನೇತೃತ್ವದಲ್ಲಿ ಆಯೋಜಿಸಿರುವ ರಾಷ್ಟ್ರಮಟ್ಟದ ಹತ್ತು ದಿನಗಳ 'ಗಾಂಧಿ ಶಿಲ್ಪ ಬಜಾರ್ ಮೇಳ'ಕ್ಕೆ ಶಾಸಕ ಟಿ.ಎಸ್. ಶ್ರೀವತ್ಸ ಚಾಲನೆ ನೀಡಿದರು. ಮೈಸೂರು ಹೆಬ್ಬಾಳ ಕೈಗಾರಿಕಾ ಪ್ರದೇಶದಲ್ಲಿರುವ ಮೈಸೂರು ಜೆಎಸ್‌ಎಸ್ ಅರ್ಬನ್ ಹಾತ್‌ನಲ್ಲಿ ಭಾರತ ಸರ್ಕಾರದ ಜವಳಿ ಸಚಿವಾಲಯದ ಅಭಿವೃದ್ಧಿ ಆಯುಕ್ತರ ಕಚೇರಿ(ಕರಕುಶಲ), ಜೆಎಸ್‌ಎಸ್ ಮಹಾವಿದ್ಯಾಪೀಠದ ಸಹಯೋಗದೊಂದಿಗೆ ಕುಶ್ವಾಪವರ್ಕ್ ಸೆ.21ರವರೆಗೆ ಆಯೋಜಿಸಿರುವ ರಾಷ್ಟ್ರಮಟ್ಟದ 'ಗಾಂಧಿ ಶಿಲ್ಪ ಬಜಾರ್ 148ನೇ ಮೇಳ'ಕ್ಕೆ ಚಾಲನೆ ನೀಡಿದರು. ಬಳಿಕ ಶಾಸಕ ಟಿ.ಎಸ್.ಶ್ರೀವತ್ಸ ಮಾತನಾಡಿ, ಈ ಮೇಳದಲ್ಲಿ ವಿವಿಧ ರಾಜ್ಯಗಳ 150ಕ್ಕೂ ಹೆಚ್ಚು ಕುಶಲಕರ್ಮಿಗಳು ಗಾಂಧಿ ಶಿಲ್ಪ ಬಜಾರ್‌ನಲ್ಲಿ ಭಾಗವಹಿಸಿದ್ದಾರೆ. ಜೆಎಸ್‌ಎಸ್ ಮೈಸೂರು ಅರ್ಬನ್ ಹಾತ್ ಆವರಣದಲ್ಲಿ ಈವರೆಗೆ 147 ಮೇಳಗಳು ಯಶಸ್ವಿಯಾಗಿವೆ. ಈ ಬಾರಿಯ 148ನೇ ಮೇಳವನ್ನು ಜವಳಿ ಆಯುಕ್ತಾಲಯ ಆಯೋಜಿಸಿದೆ ಎಂದರು. ದೇಶದ 25ಕ್ಕೂ ಹೆಚ್ಚು ರಾಜ್ಯಗಳ ರಾಜ್ಯಮತ್ತು ರಾಷ್ಟ್ರ ಪ್ರಶಸ್ತಿ ಪುರಸ್ಕೃತ ಕರಕುಶಲ ಕರ್ಮಿಗಳು ಹಾಗೂ ಕೈಮಗ್ಗ ನೇಕಾರರು, — [8, 184, 308, 405]
story8-photo-left — [1021, 1931, 1181, 2092]
sidebar4-text: ಚಾಮರಾಜನಗರ: ಅಂತರಾಷ್ಟ್ರೀಯ ಪ್ರಜಾಪ್ರಭುತ್ವ ದಿನಾಚರಣೆಯನ್ನು ಸೆಪ್ಟೆಂಬರ್ 15ರಂದು ಹಮ್ಮಿಕೊಳ್ಳಲಾಗಿದ್ದು ಇದರ ಅಂಗವಾಗಿ ಸೈಕಲ್ ಜಾಥಾವನ್ನು ಸೆಪ್ಟೆಂಬರ್ 15ರಂದು ಬೆಳಿಗ್ಗೆ 6.30 ಗಂಟೆಗೆ ಜಿಲ್ಲಾಡಳಿತ ಭವನದ ಮುಂಭಾಗದಿಂದ ಹಮ್ಮಿಕೊಳ್ಳಲಾಗಿದೆ. ಸೈಕಲ್ ಜಾಥಾದಲ್ಲಿ 14 ವರ್ಷ ಮೇಲ್ಪಟ್ಟ ಪುರುಷರು, ಮಹಿಳೆಯರು, ವಿದ್ಯಾರ್ಥಿಗಳು ಭಾಗವಹಿಸಬಹುದು. ಆಸಕ್ತರು ಗೂಗಲ್ ಫಾರಂ ಲಿಂಕ್ https:// forms.gle/TB6urg2Xn6hPzQtw6 ಈ ಲಿಂಕ್ ಮೂಲಕ ಸೆಪ್ಟೆಂಬರ್ 13ರ ಸಂಜೆ 5 ಗಂಟೆಯೊಳಗೆ ನೊಂದಾಯಿಸಿಕೊಳ್ಳಬೇಕೆಂದು ಜಿಲ್ಲಾಧಿಕಾರಿ ಶಿಲ್ಪಾ ನಾಗ್ ಅವರು ಪ್ರಕಟಣೆಯಲ್ಲಿ ಮನವಿ ಮಾಡಿದ್ದಾರೆ. — [1230, 1362, 1517, 1517]
story3-headline: ಸಮಾಜಮುಖಿ ಕೆಲಸ ಮಾಡುತ್ತಿರುವ ಪ್ರಭಾವಿ ಕ್ಷೇತ್ರ ಎಂದರೆ ಚಿತ್ರರಂಗ — [503, 556, 1185, 658]
story5-photo — [672, 1319, 1214, 1602]
sidebar3-text: ರಾಮನಗರ: ಕರ್ನಾಟಕ ಜಾನಪದ ಪರಿಷತ್ತು ಹಾಗೂ ಜಾನಪದ ಲೋಕದ ವತಿಯಿಂದ ಪ್ರತಿ ತಿಂಗಳು ನಡೆಯುವ ಜಾನಪದ ಲೋಕದಲ್ಲಿ ನಾಡೋಜ ಎಚ್.ಎಲ್.ನಾಗೇಗೌಡ ನೆನಪಿನ 'ಲೋಕಸಿರಿ-109' ಕಾರ್ಯಕ್ರಮವನ್ನು ಸೆ.14ರ ಭಾನುವಾರ ಮಧ್ಯಾಹ್ನ 3 ಗಂಟೆಗೆ ಆಯೋಜಿಸಲಾಗಿದೆ. ಈ ಬಾರಿ ಜಾನಪದ ಲೋಕದಲ್ಲಿ ಕೇರಳ ಹಾಗೂ ಕರ್ನಾಟಕದ ಜನಪದ ಕಲಾ ಪ್ರದರ್ಶನ ನಡೆಯಲಿದೆ. ಕಾರ್ಯಕ್ರಮದ ಉದ್ಘಾಟನೆಯನ್ನು ಜಾನಪದ ವಿದ್ವಾಂಸರು ನೆರವೇರಿಸಲಿದ್ದು, ಕರ್ನಾಟಕ ಜಾನಪದ ಪರಿಷತ್ತಿನ ಅಧ್ಯಕ್ಷರು ಅಧ್ಯಕ್ಷತೆ ವಹಿಸಲಿದ್ದಾರೆ. ಕಾರ್ಯಕ್ರಮದಲ್ಲಿ ಹಲವಾರು ಗಣ್ಯರು ಭಾಗವಹಿಸಲಿದ್ದಾರೆ. — [1230, 1019, 1517, 1139]
story2-quote-by: | ರಾಜಶೇಖರ್ (ಶಶಾಂಕ್ ರವರ ತಂದೆ) — [90, 824, 244, 838]
masthead-date: 14.9.2025 — [1332, 70, 1395, 84]
